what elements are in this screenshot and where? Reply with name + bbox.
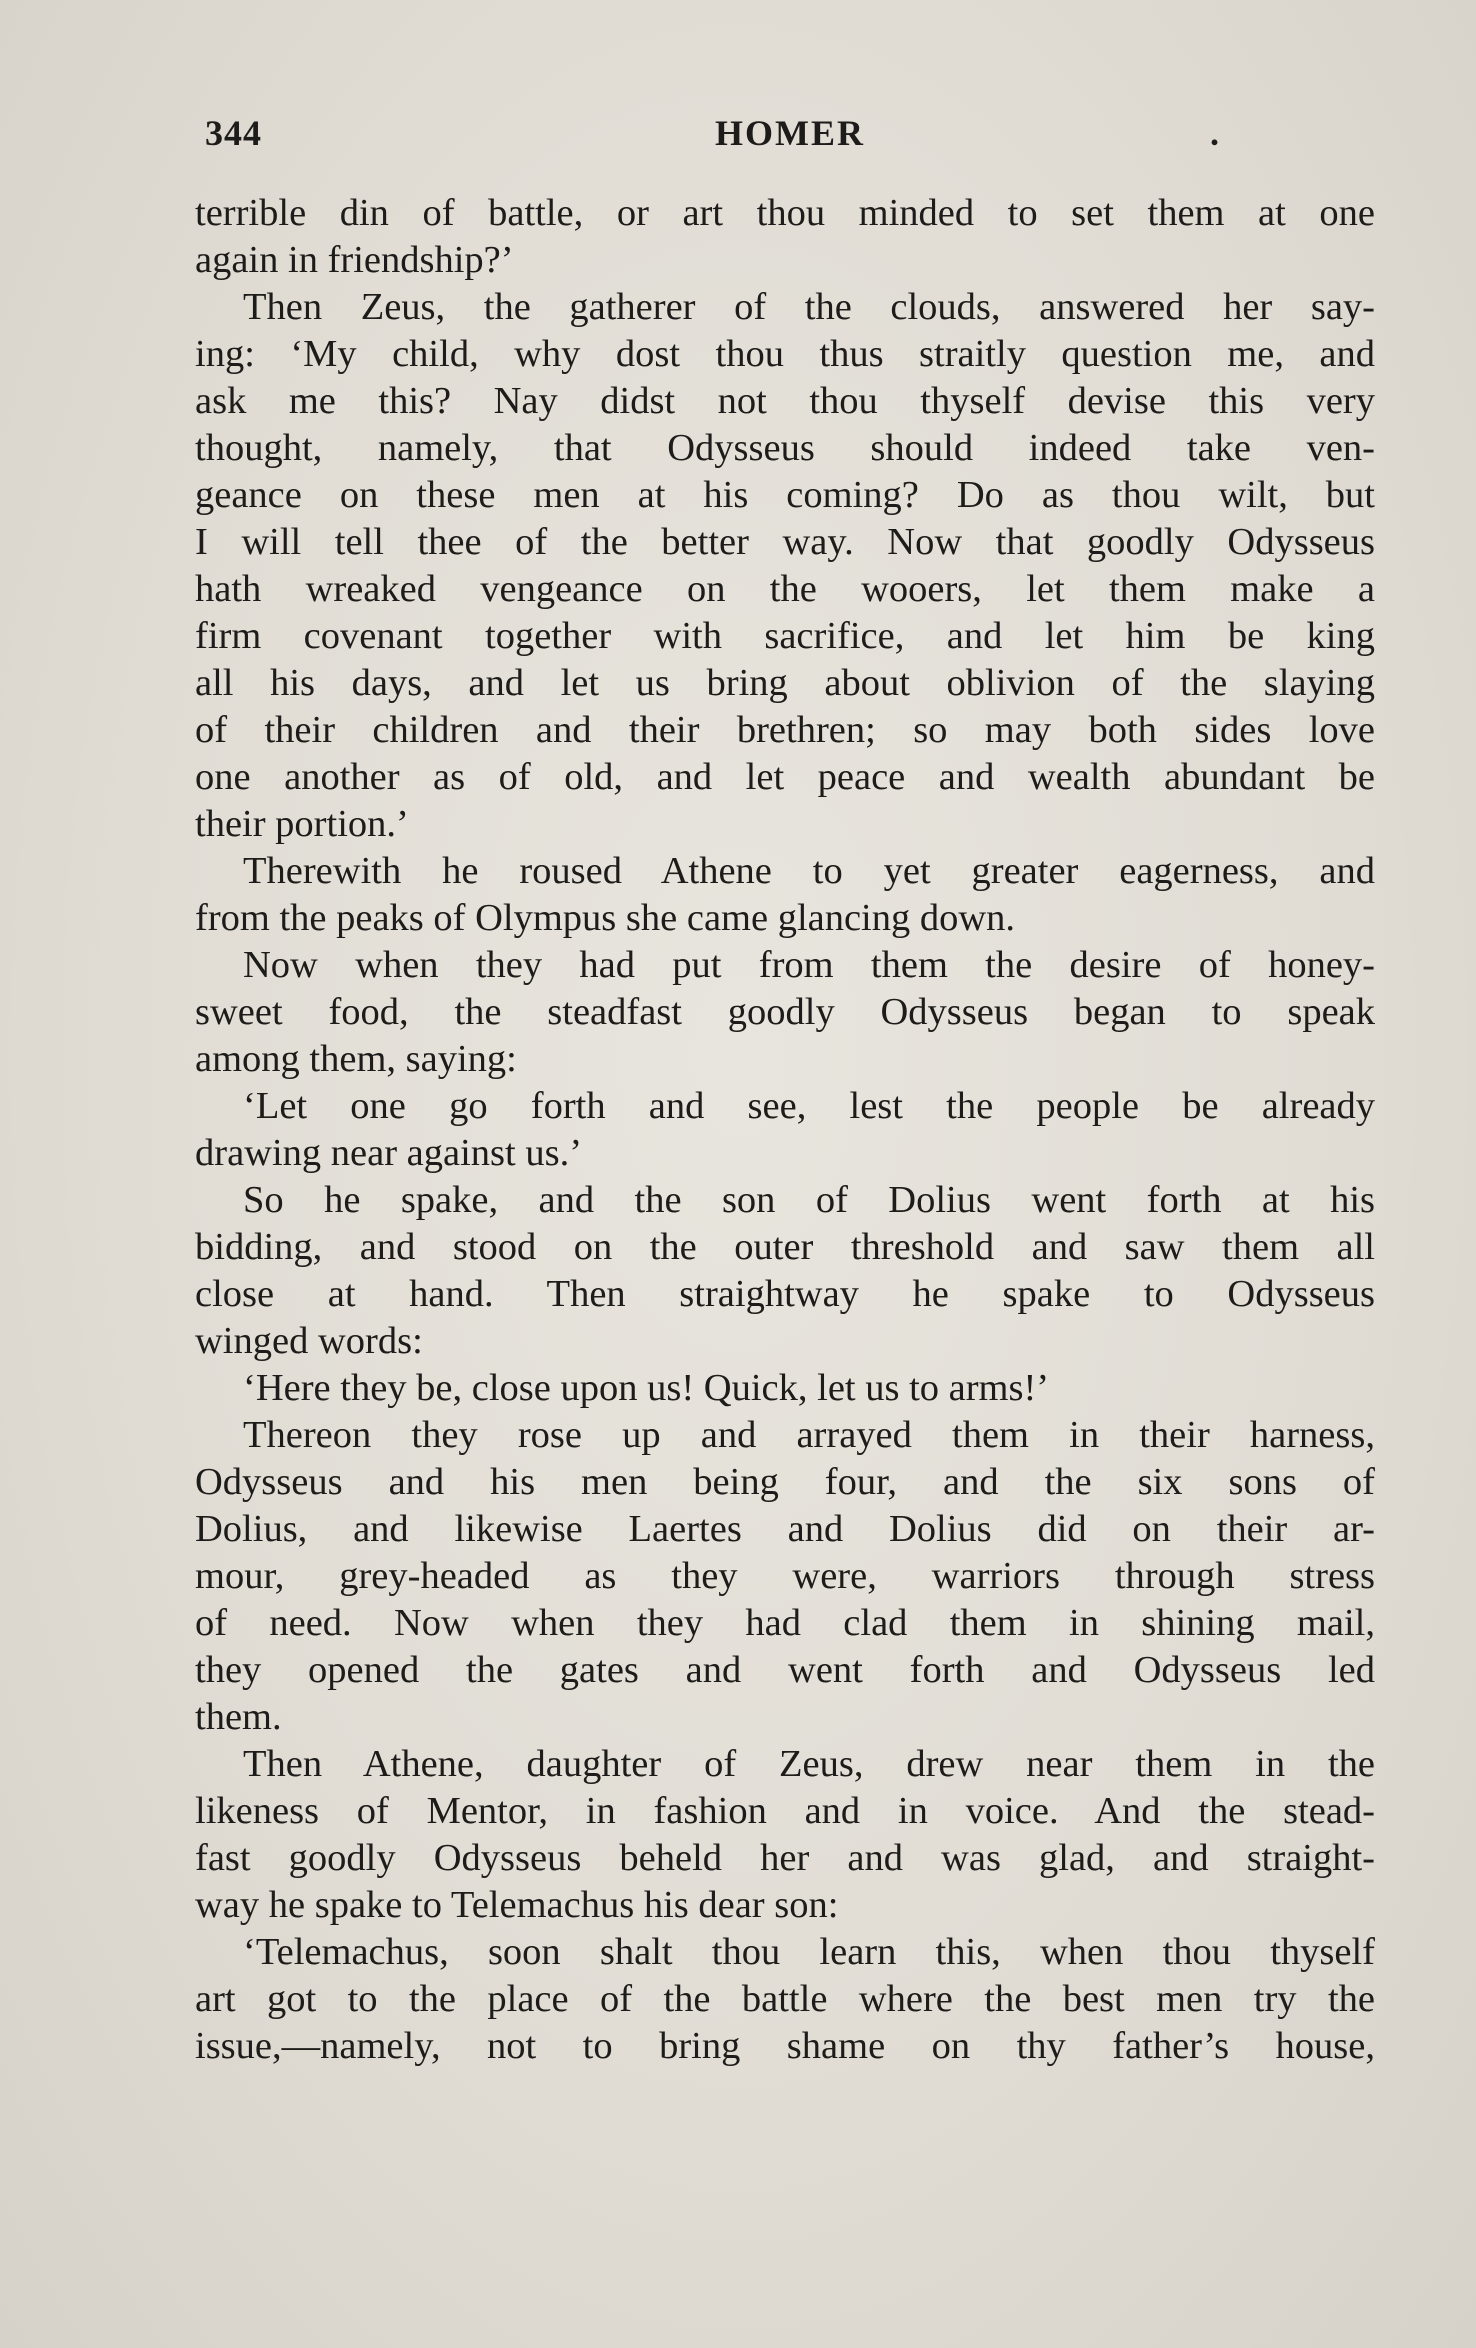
text-line: firm covenant together with sacrifice, and let him be king [195, 615, 1375, 657]
text-line: I will tell thee of the better way. Now that goodly Odysseus [195, 521, 1375, 563]
text-line: hath wreaked vengeance on the wooers, let them make a [195, 568, 1375, 610]
text-line: ‘Here they be, close upon us! Quick, let us to arms!’ [243, 1367, 1050, 1409]
body-text [195, 190, 1375, 2070]
header-mark: . [1210, 113, 1220, 153]
text-line: again in friendship?’ [195, 239, 514, 281]
text-line: thought, namely, that Odysseus should indeed take ven- [195, 427, 1375, 469]
text-line: winged words: [195, 1320, 423, 1362]
text-line: issue,—namely, not to bring shame on thy father’s house, [195, 2025, 1375, 2067]
text-line: drawing near against us.’ [195, 1132, 583, 1174]
text-line: one another as of old, and let peace and wealth abundant be [195, 756, 1375, 798]
text-line: ing: ‘My child, why dost thou thus straitly question me, and [195, 333, 1375, 375]
text-line: among them, saying: [195, 1038, 517, 1080]
text-line: close at hand. Then straightway he spake to Odysseus [195, 1273, 1375, 1315]
text-line: Odysseus and his men being four, and the six sons of [195, 1461, 1375, 1503]
text-line: art got to the place of the battle where the best men try the [195, 1978, 1375, 2020]
text-line: mour, grey-headed as they were, warriors through stress [195, 1555, 1375, 1597]
running-head [205, 112, 1375, 162]
text-line: of their children and their brethren; so may both sides love [195, 709, 1375, 751]
text-line: all his days, and let us bring about oblivion of the slaying [195, 662, 1375, 704]
text-line: Then Zeus, the gatherer of the clouds, answered her say- [243, 286, 1375, 328]
text-line: them. [195, 1696, 282, 1738]
text-line: ‘Let one go forth and see, lest the people be already [243, 1085, 1375, 1127]
text-line: of need. Now when they had clad them in shining mail, [195, 1602, 1375, 1644]
text-line: fast goodly Odysseus beheld her and was glad, and straight- [195, 1837, 1375, 1879]
text-line: sweet food, the steadfast goodly Odysseus began to speak [195, 991, 1375, 1033]
text-line: ask me this? Nay didst not thou thyself devise this very [195, 380, 1375, 422]
text-line: geance on these men at his coming? Do as thou wilt, but [195, 474, 1375, 516]
text-line: their portion.’ [195, 803, 409, 845]
text-line: Therewith he roused Athene to yet greater eagerness, and [243, 850, 1375, 892]
text-line: Dolius, and likewise Laertes and Dolius did on their ar- [195, 1508, 1375, 1550]
text-line: likeness of Mentor, in fashion and in voice. And the stead- [195, 1790, 1375, 1832]
text-line: ‘Telemachus, soon shalt thou learn this, when thou thyself [243, 1931, 1375, 1973]
text-line: they opened the gates and went forth and Odysseus led [195, 1649, 1375, 1691]
text-line: from the peaks of Olympus she came glancing down. [195, 897, 1016, 939]
text-line: Then Athene, daughter of Zeus, drew near them in the [243, 1743, 1375, 1785]
text-line: terrible din of battle, or art thou minded to set them at one [195, 192, 1375, 234]
text-line: way he spake to Telemachus his dear son: [195, 1884, 839, 1926]
text-line: So he spake, and the son of Dolius went forth at his [243, 1179, 1375, 1221]
text-line: bidding, and stood on the outer threshold and saw them all [195, 1226, 1375, 1268]
text-line: Thereon they rose up and arrayed them in their harness, [243, 1414, 1375, 1456]
running-title: HOMER [715, 113, 865, 153]
text-line: Now when they had put from them the desire of honey- [243, 944, 1375, 986]
page-number: 344 [205, 113, 262, 153]
